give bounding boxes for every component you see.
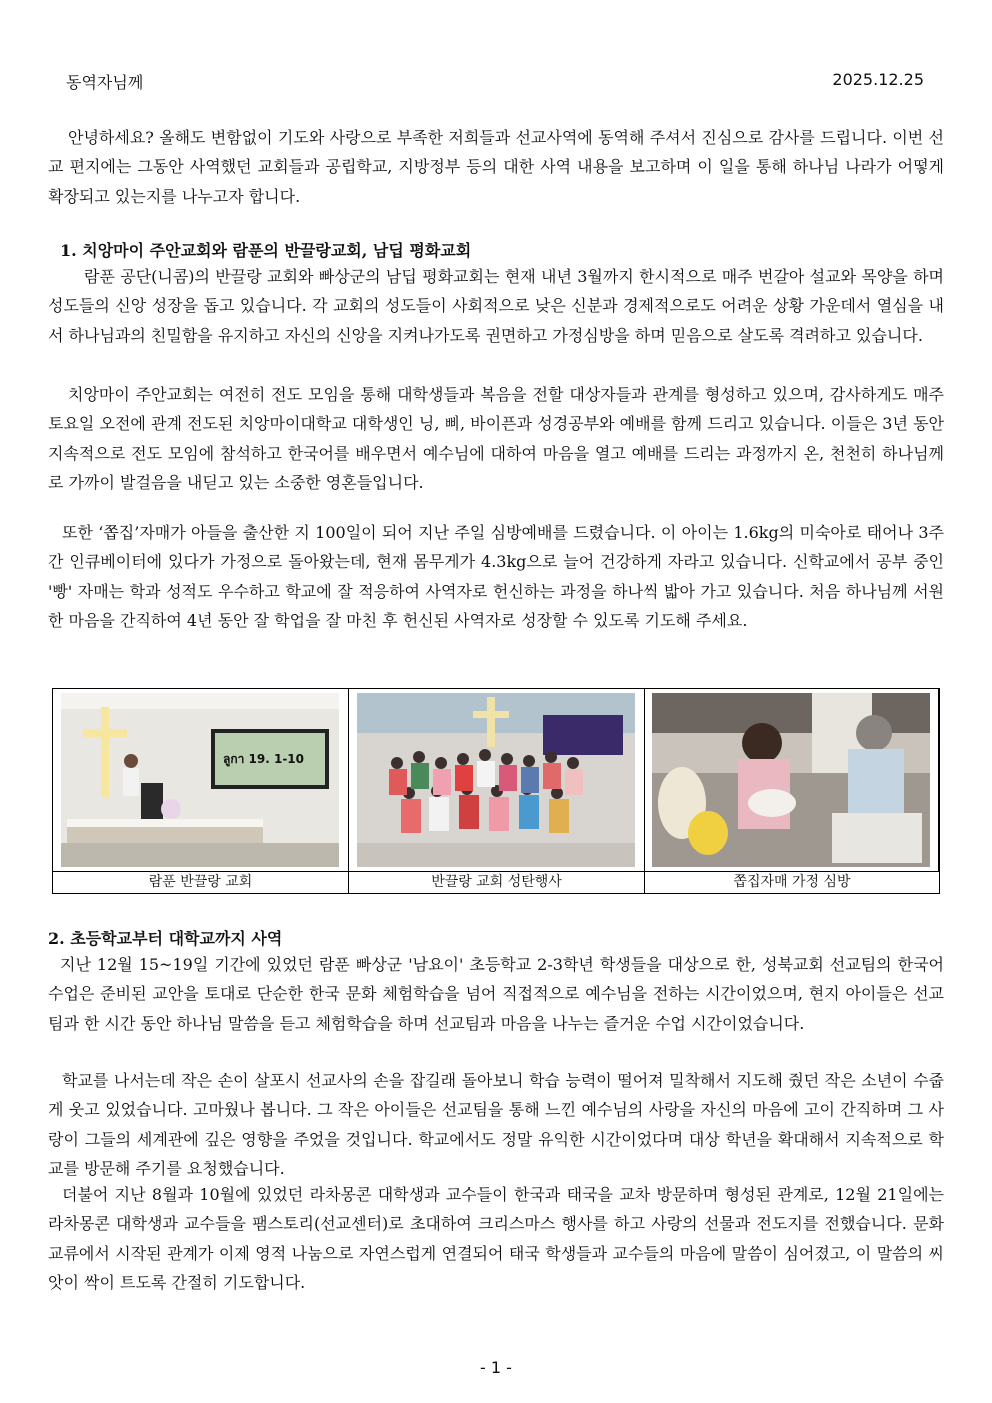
salutation: 동역자님께 bbox=[66, 73, 144, 92]
photo-cell-3 bbox=[645, 689, 939, 871]
page-number: - 1 - bbox=[480, 1358, 512, 1377]
slide-text: ลูกา 19. 1-10 bbox=[223, 752, 304, 766]
section-1-paragraph-2: 치앙마이 주안교회는 여전히 전도 모임을 통해 대학생들과 복음을 전할 대상자들과 관계를 형성하고 있으며, 감사하게도 매주 토요일 오전에 관계 전도된 치앙마이대학교 대학생인 닝, 삐, 바이픈과 성경공부와 예배를 함께 드리고 있습니다. 이들은 3년 동안 지속적으로 전도 모임에 참석하고 한국어를 배우면서 예수님에 대하여 마음을 열고 예배를 드리는 과정까지 온, 천천히 하나님께로 가까이 발걸음을 내딛고 있는 소중한 영혼들입니다. bbox=[48, 385, 944, 493]
photo-home-visit bbox=[652, 693, 930, 867]
section-1-heading: 1. 치앙마이 주안교회와 람푼의 반끌랑교회, 남딥 평화교회 bbox=[60, 241, 472, 260]
photo-caption-2: 반끌랑 교회 성탄행사 bbox=[349, 871, 645, 893]
section-2-paragraph-3: 더불어 지난 8월과 10월에 있었던 라차몽콘 대학생과 교수들이 한국과 태국을 교차 방문하며 형성된 관계로, 12월 21일에는 라차몽콘 대학생과 교수들을 팸스토리(선교센터)로 초대하여 크리스마스 행사를 하고 사랑의 선물과 전도지를 전했습니다. 문화교류에서 시작된 관계가 이제 영적 나눔으로 자연스럽게 연결되어 태국 학생들과 교수들의 마음에 말씀이 심어졌고, 이 말씀의 씨앗이 싹이 트도록 간절히 기도합니다. bbox=[48, 1185, 944, 1293]
photo-caption-3: 쫍집자매 가정 심방 bbox=[645, 871, 939, 893]
photo-christmas-event bbox=[357, 693, 635, 867]
section-2-paragraph-1: 지난 12월 15~19일 기간에 있었던 람푼 빠상군 '남요이' 초등학교 2-3학년 학생들을 대상으로 한, 성북교회 선교팀의 한국어 수업은 준비된 교안을 토대로 단순한 한국 문화 체험학습을 넘어 직접적으로 예수님을 전하는 시간이었으며, 현지 아이들은 선교팀과 한 시간 동안 하나님 말씀을 듣고 체험학습을 하며 선교팀과 마음을 나누는 즐거운 수업 시간이었습니다. bbox=[48, 955, 944, 1033]
photo-cell-2 bbox=[349, 689, 645, 871]
section-2-paragraph-2: 학교를 나서는데 작은 손이 살포시 선교사의 손을 잡길래 돌아보니 학습 능력이 떨어져 밀착해서 지도해 줬던 작은 소년이 수줍게 웃고 있었습니다. 고마웠나 봅니다. 그 작은 아이들은 선교팀을 통해 느낀 예수님의 사랑을 자신의 마음에 고이 간직하며 그 사랑이 그들의 세계관에 깊은 영향을 주었을 것입니다. 학교에서도 정말 유익한 시간이었다며 대상 학년을 확대해서 지속적으로 학교를 방문해 주기를 요청했습니다. bbox=[48, 1071, 944, 1179]
photo-table bbox=[52, 688, 940, 894]
letter-date: 2025.12.25 bbox=[832, 70, 924, 89]
photo-caption-1: 람푼 반끌랑 교회 bbox=[53, 871, 349, 893]
section-2-heading: 2. 초등학교부터 대학교까지 사역 bbox=[48, 929, 283, 948]
photo-church-service bbox=[61, 693, 339, 867]
section-1-paragraph-3: 또한 ‘쫍집’자매가 아들을 출산한 지 100일이 되어 지난 주일 심방예배를 드렸습니다. 이 아이는 1.6kg의 미숙아로 태어나 3주간 인큐베이터에 있다가 가정으로 돌아왔는데, 현재 몸무게가 4.3kg으로 늘어 건강하게 자라고 있습니다. 신학교에서 공부 중인 '빵' 자매는 학과 성적도 우수하고 학교에 잘 적응하여 사역자로 헌신하는 과정을 하나씩 밟아 가고 있습니다. 처음 하나님께 서원한 마음을 간직하여 4년 동안 잘 학업을 잘 마친 후 헌신된 사역자로 성장할 수 있도록 기도해 주세요. bbox=[48, 523, 944, 631]
section-1-paragraph-1: 람푼 공단(니콤)의 반끌랑 교회와 빠상군의 남딥 평화교회는 현재 내년 3월까지 한시적으로 매주 번갈아 설교와 목양을 하며 성도들의 신앙 성장을 돕고 있습니다. 각 교회의 성도들이 사회적으로 낮은 신분과 경제적으로도 어려운 상황 가운데서 열심을 내서 하나님과의 친밀함을 유지하고 자신의 신앙을 지켜나가도록 권면하고 가정심방을 하며 믿음으로 살도록 격려하고 있습니다. bbox=[48, 267, 944, 345]
photo-cell-1 bbox=[53, 689, 349, 871]
intro-paragraph: 안녕하세요? 올해도 변함없이 기도와 사랑으로 부족한 저희들과 선교사역에 동역해 주셔서 진심으로 감사를 드립니다. 이번 선교 편지에는 그동안 사역했던 교회들과 공립학교, 지방정부 등의 대한 사역 내용을 보고하며 이 일을 통해 하나님 나라가 어떻게 확장되고 있는지를 나누고자 합니다. bbox=[48, 128, 944, 206]
